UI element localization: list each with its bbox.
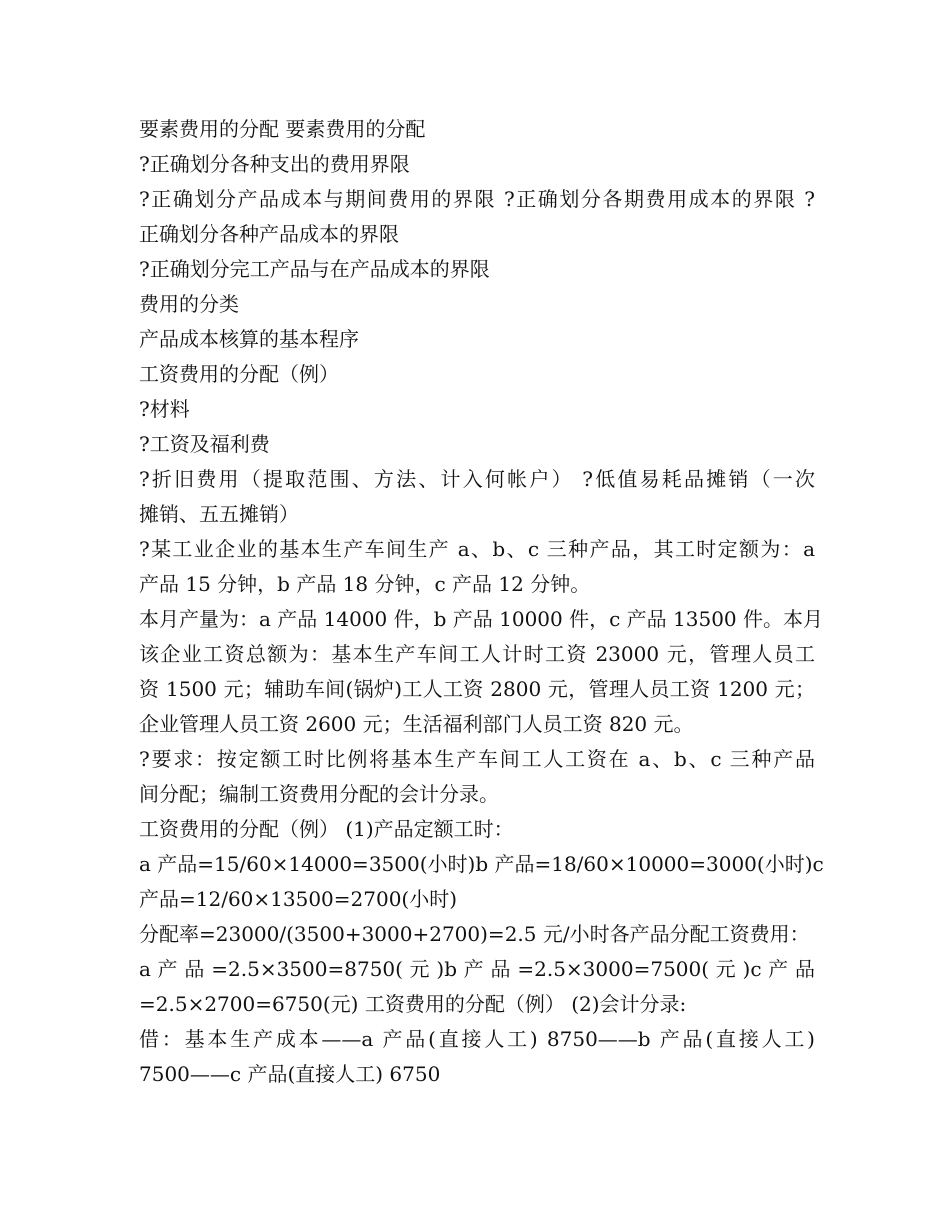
text-line: =2.5×2700=6750(元) 工资费用的分配（例） (2)会计分录:: [139, 992, 687, 1016]
text-line: ?要求：按定额工时比例将基本生产车间工人工资在 a、b、c 三种产品: [139, 747, 815, 771]
text-line: a 产品=15/60×14000=3500(小时)b 产品=18/60×10000=3000(小时)c: [139, 852, 824, 876]
text-line: 该企业工资总额为：基本生产车间工人计时工资 23000 元，管理人员工: [139, 642, 815, 666]
text-line: 正确划分各种产品成本的界限: [139, 222, 399, 246]
text-line: 资 1500 元；辅助车间(锅炉)工人工资 2800 元，管理人员工资 1200 元；: [139, 677, 815, 701]
text-line: ?正确划分完工产品与在产品成本的界限: [139, 257, 490, 281]
text-line: ?材料: [139, 397, 190, 421]
text-line: 本月产量为：a 产品 14000 件，b 产品 10000 件，c 产品 13500 件。本月: [139, 607, 824, 631]
text-line: 工资费用的分配（例）: [139, 362, 339, 386]
text-line: ?折旧费用（提取范围、方法、计入何帐户） ?低值易耗品摊销（一次: [139, 467, 815, 491]
text-line: ?工资及福利费: [139, 432, 270, 456]
text-line: 间分配；编制工资费用分配的会计分录。: [139, 782, 499, 806]
text-line: 要素费用的分配 要素费用的分配: [139, 117, 426, 141]
document-page: [139, 112, 824, 1092]
text-line: 企业管理人员工资 2600 元；生活福利部门人员工资 820 元。: [139, 712, 694, 736]
text-line: 产品成本核算的基本程序: [139, 327, 359, 351]
text-line: 7500——c 产品(直接人工) 6750: [139, 1062, 441, 1086]
text-line: a 产 品 =2.5×3500=8750( 元 )b 产 品 =2.5×3000=7500( 元 )c 产 品: [139, 957, 815, 981]
text-line: 摊销、五五摊销）: [139, 502, 299, 526]
text-line: 产品=12/60×13500=2700(小时): [139, 887, 458, 911]
text-line: 分配率=23000/(3500+3000+2700)=2.5 元/小时各产品分配工资费用：: [139, 922, 810, 946]
text-line: 借：基本生产成本——a 产品(直接人工) 8750——b 产品(直接人工): [139, 1027, 815, 1051]
text-line: 费用的分类: [139, 292, 239, 316]
text-line: ?正确划分各种支出的费用界限: [139, 152, 410, 176]
text-line: 工资费用的分配（例） (1)产品定额工时：: [139, 817, 514, 841]
text-line: 产品 15 分钟，b 产品 18 分钟，c 产品 12 分钟。: [139, 572, 591, 596]
text-line: ?正确划分产品成本与期间费用的界限 ?正确划分各期费用成本的界限 ?: [139, 187, 815, 211]
text-line: ?某工业企业的基本生产车间生产 a、b、c 三种产品，其工时定额为：a: [139, 537, 815, 561]
